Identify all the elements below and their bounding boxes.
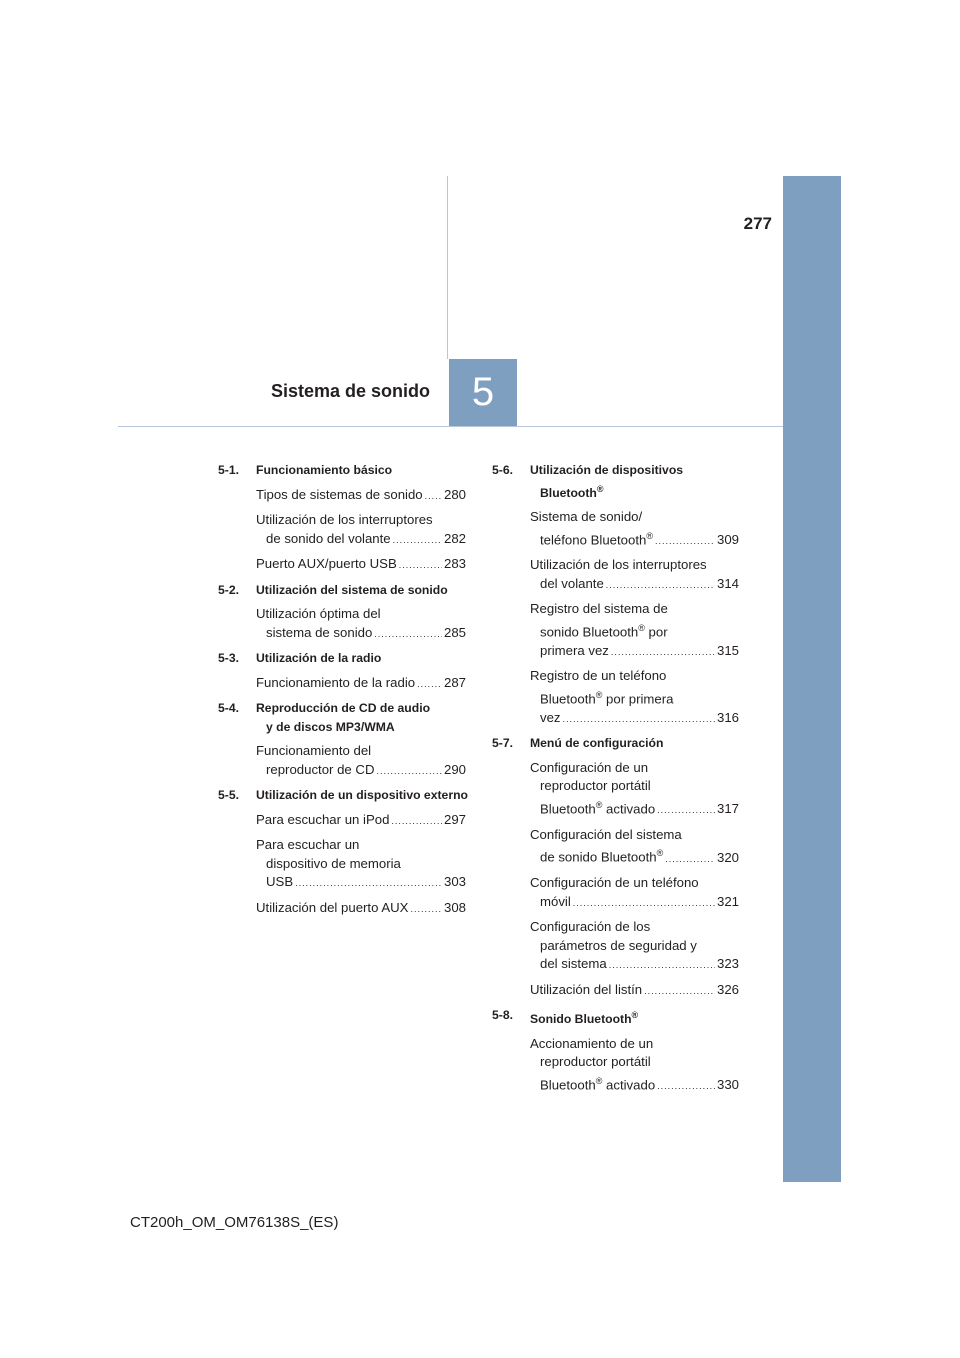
- toc-page-number: 316: [716, 709, 739, 725]
- toc-entry-leader-line: [530, 844, 739, 868]
- toc-section-title-line: Reproducción de CD de audio: [256, 701, 431, 715]
- toc-entry-text: Accionamiento de un: [530, 1035, 654, 1051]
- toc-section-title-line: Utilización de dispositivos: [530, 463, 684, 477]
- toc-entry-text: Configuración del sistema: [530, 826, 682, 842]
- toc-entry-leader-line: [530, 893, 739, 913]
- toc-page-number: 323: [716, 956, 739, 972]
- toc-page-number: 314: [716, 575, 739, 591]
- toc-entry-text: Bluetooth® por primera: [540, 689, 674, 707]
- toc-entry-text: dispositivo de memoria: [266, 855, 401, 871]
- toc-section-number: 5-4.: [218, 701, 240, 715]
- toc-entry[interactable]: [492, 981, 739, 1001]
- chapter-number-box: 5: [449, 359, 517, 426]
- toc-entry-text: de sonido del volante: [266, 530, 391, 546]
- toc-entry-text: Para escuchar un iPod: [256, 811, 390, 827]
- toc-entry-leader-line: [530, 981, 739, 1001]
- toc-entry-text: Configuración de los: [530, 919, 651, 935]
- toc-entry-text: Utilización del listín: [530, 981, 643, 997]
- toc-section-heading[interactable]: [218, 649, 466, 668]
- dot-leader: [611, 643, 715, 662]
- toc-entry-text: reproductor portátil: [540, 778, 651, 794]
- toc-entry-text: del volante: [540, 575, 604, 591]
- toc-entry-text: Configuración de un: [530, 759, 649, 775]
- toc-entry[interactable]: [492, 556, 739, 594]
- header-horizontal-rule: [118, 426, 783, 427]
- toc-entry[interactable]: [218, 742, 466, 780]
- toc-section: [218, 786, 466, 918]
- toc-entry-text: Tipos de sistemas de sonido: [256, 486, 423, 502]
- toc-section-number: 5-7.: [492, 736, 514, 751]
- toc-entry-text: parámetros de seguridad y: [540, 937, 697, 953]
- toc-entry-text: Registro del sistema de: [530, 601, 668, 617]
- toc-entry-text: Bluetooth® activado: [540, 799, 656, 817]
- toc-entry-text: Bluetooth® activado: [540, 1075, 656, 1092]
- toc-entry-text: reproductor de CD: [266, 761, 375, 777]
- toc-section: [218, 649, 466, 693]
- toc-right-column: [492, 461, 739, 1101]
- toc-section-heading[interactable]: [218, 786, 466, 805]
- toc-entry-leader-line: [256, 674, 466, 694]
- toc-entry[interactable]: [492, 759, 739, 820]
- toc-entry-text: sonido Bluetooth® por: [540, 622, 668, 640]
- toc-section-number: 5-5.: [218, 788, 240, 802]
- toc-page-number: 280: [443, 486, 466, 502]
- toc-entry-leader-line: [256, 486, 466, 506]
- toc-entry-text: Utilización del puerto AUX: [256, 899, 409, 915]
- toc-entry-text: Utilización de los interruptores: [530, 557, 707, 573]
- toc-entry-leader-line: [530, 796, 739, 820]
- toc-section: [492, 1006, 739, 1095]
- toc-entry-text: Utilización de los interruptores: [256, 512, 433, 527]
- toc-section-number: 5-3.: [218, 651, 240, 665]
- toc-entry-text: móvil: [540, 893, 571, 909]
- section-title: Sistema de sonido: [270, 381, 430, 401]
- toc-section-heading[interactable]: [218, 699, 466, 736]
- toc-entry[interactable]: [492, 1035, 739, 1096]
- toc-section-number: 5-2.: [218, 582, 240, 597]
- toc-page-number: 285: [443, 624, 466, 640]
- toc-section-title-line: Menú de configuración: [530, 736, 664, 751]
- dot-leader: [657, 1077, 715, 1096]
- toc-section: [218, 581, 466, 644]
- dot-leader: [655, 532, 715, 551]
- toc-page-number: 297: [443, 811, 466, 827]
- toc-entry-leader-line: [530, 955, 739, 975]
- toc-section: [218, 461, 466, 575]
- toc-entry-leader-line: [256, 811, 466, 831]
- toc-section: [492, 734, 739, 1000]
- dot-leader: [425, 487, 442, 506]
- toc-entry-text: Para escuchar un: [256, 837, 360, 852]
- toc-entry-leader-line: [256, 899, 466, 919]
- toc-entry[interactable]: [492, 508, 739, 550]
- toc-entry[interactable]: [218, 486, 466, 506]
- dot-leader: [563, 710, 715, 729]
- chapter-side-tab: [783, 176, 841, 1182]
- toc-section-title-line: Utilización de la radio: [256, 651, 382, 665]
- dot-leader: [391, 812, 442, 831]
- toc-entry[interactable]: [218, 836, 466, 893]
- toc-entry-text: teléfono Bluetooth®: [540, 530, 653, 547]
- toc-entry[interactable]: [492, 874, 739, 912]
- toc-entry-leader-line: [256, 530, 466, 550]
- dot-leader: [393, 531, 442, 550]
- toc-entry-text: Configuración de un teléfono: [530, 875, 699, 891]
- toc-entry-leader-line: [530, 642, 739, 662]
- toc-entry-text: Sistema de sonido/: [530, 509, 643, 525]
- toc-entry-leader-line: [256, 761, 466, 781]
- toc-entry[interactable]: [492, 826, 739, 868]
- toc-entry[interactable]: [492, 600, 739, 661]
- toc-section-heading[interactable]: [218, 581, 466, 600]
- dot-leader: [417, 675, 442, 694]
- toc-entry-text: Registro de un teléfono: [530, 668, 667, 684]
- dot-leader: [295, 874, 442, 893]
- toc-entry-text: Utilización óptima del: [256, 606, 381, 621]
- toc-section-title-line: Sonido Bluetooth®: [530, 1010, 639, 1027]
- toc-page-number: 303: [443, 874, 466, 889]
- toc-section-title-line: Bluetooth®: [540, 483, 604, 500]
- toc-entry[interactable]: [218, 899, 466, 919]
- dot-leader: [410, 900, 442, 919]
- toc-entry[interactable]: [492, 667, 739, 728]
- dot-leader: [644, 982, 715, 1001]
- toc-entry[interactable]: [218, 555, 466, 575]
- toc-entry-leader-line: [530, 575, 739, 595]
- toc-page-number: 330: [716, 1076, 739, 1092]
- toc-page-number: 283: [443, 556, 466, 571]
- toc-section-title-line: Funcionamiento básico: [256, 463, 393, 477]
- toc-section-title-line: Utilización de un dispositivo externo: [256, 788, 468, 802]
- toc-entry-text: de sonido Bluetooth®: [540, 848, 664, 865]
- toc-entry-text: Puerto AUX/puerto USB: [256, 556, 397, 571]
- toc-page-number: 308: [443, 899, 466, 915]
- header-vertical-rule: [447, 176, 448, 359]
- toc-section-heading[interactable]: [492, 1006, 739, 1029]
- toc-left-column: [218, 461, 466, 924]
- page-number: 277: [743, 214, 772, 233]
- dot-leader: [374, 625, 442, 644]
- dot-leader: [606, 576, 715, 595]
- toc-section-heading[interactable]: [492, 461, 739, 502]
- toc-entry-text: sistema de sonido: [266, 624, 373, 640]
- toc-page-number: 290: [443, 761, 466, 777]
- toc-entry-text: reproductor portátil: [540, 1054, 651, 1070]
- toc-section-title-line: y de discos MP3/WMA: [266, 719, 395, 734]
- toc-entry-leader-line: [256, 873, 466, 893]
- toc-page-number: 315: [716, 642, 739, 658]
- dot-leader: [665, 850, 715, 869]
- toc-entry-leader-line: [530, 709, 739, 729]
- toc-entry-text: USB: [266, 874, 294, 889]
- toc-entry-text: del sistema: [540, 956, 607, 972]
- dot-leader: [376, 762, 442, 781]
- toc-entry-text: Funcionamiento del: [256, 743, 372, 758]
- toc-section-heading[interactable]: [218, 461, 466, 480]
- toc-page-number: 321: [716, 893, 739, 909]
- toc-section-heading[interactable]: [492, 734, 739, 753]
- toc-page-number: 287: [443, 674, 466, 690]
- toc-page-number: 326: [716, 981, 739, 997]
- dot-leader: [573, 894, 715, 913]
- toc-entry[interactable]: [492, 918, 739, 975]
- toc-page-number: 282: [443, 530, 466, 546]
- toc-entry[interactable]: [218, 674, 466, 694]
- dot-leader: [399, 556, 442, 575]
- toc-section-number: 5-1.: [218, 463, 240, 477]
- toc-entry-leader-line: [256, 555, 466, 575]
- toc-entry-leader-line: [530, 527, 739, 551]
- toc-entry[interactable]: [218, 605, 466, 643]
- toc-section-number: 5-6.: [492, 463, 514, 477]
- dot-leader: [657, 801, 715, 820]
- toc-entry-leader-line: [530, 1072, 739, 1096]
- toc-section-title-line: Utilización del sistema de sonido: [256, 582, 448, 597]
- toc-entry-leader-line: [256, 624, 466, 644]
- toc-entry[interactable]: [218, 511, 466, 549]
- toc-entry-text: vez: [540, 709, 561, 725]
- toc-entry[interactable]: [218, 811, 466, 831]
- toc-entry-text: Funcionamiento de la radio: [256, 674, 416, 690]
- dot-leader: [609, 956, 715, 975]
- toc-page-number: 320: [716, 849, 739, 865]
- toc-entry-text: primera vez: [540, 642, 609, 658]
- toc-page-number: 309: [716, 531, 739, 547]
- footer-code: CT200h_OM_OM76138S_(ES): [130, 1214, 339, 1231]
- toc-section: [492, 461, 739, 728]
- toc-section-number: 5-8.: [492, 1008, 514, 1023]
- toc-page-number: 317: [716, 801, 739, 817]
- toc-section: [218, 699, 466, 780]
